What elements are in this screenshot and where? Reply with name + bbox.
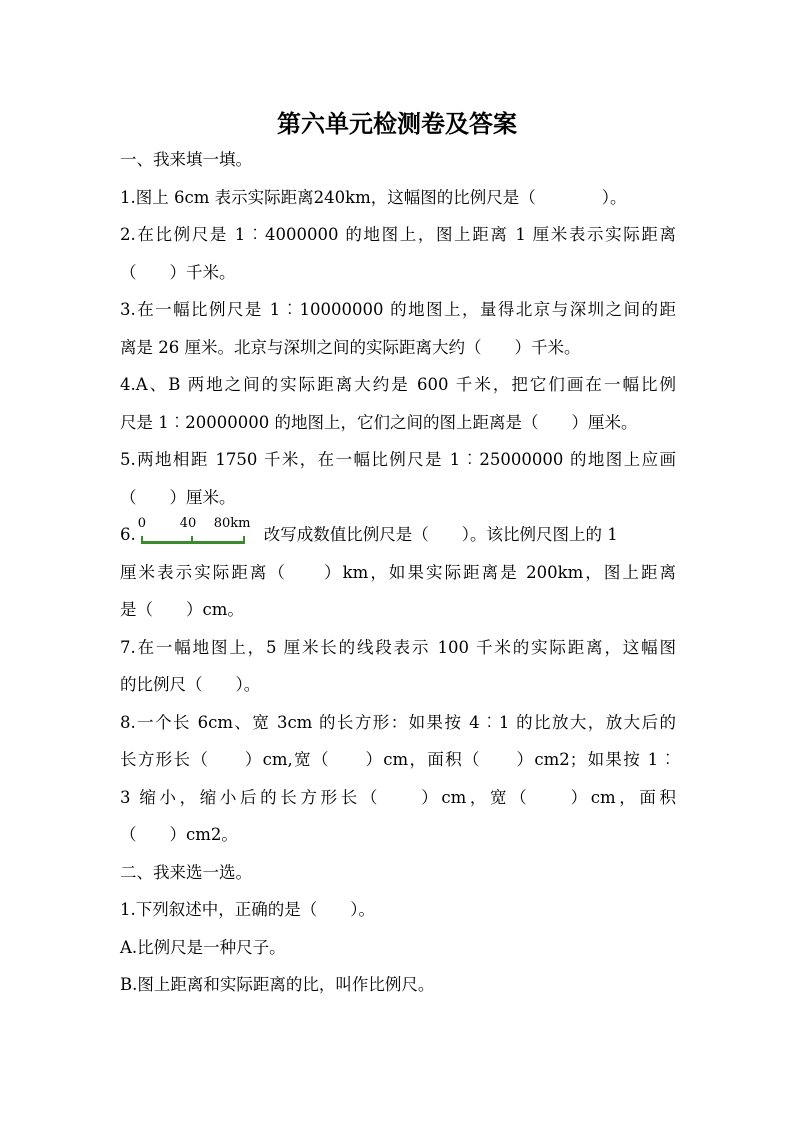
choice-question-1: 1.下列叙述中，正确的是（ ）。 [120, 900, 375, 919]
question-4-line-2: 尺是 1︰20000000 的地图上，它们之间的图上距离是（ ）厘米。 [120, 413, 638, 432]
question-6-number: 6. [120, 525, 136, 544]
question-3-line-2: 离是 26 厘米。北京与深圳之间的实际距离大约（ ）千米。 [120, 338, 581, 357]
scale-label-0: 0 [137, 516, 147, 531]
question-2-line-2: （ ）千米。 [120, 263, 236, 282]
question-8-line-4: （ ）cm2。 [120, 825, 238, 844]
question-6-line-2: 厘米表示实际距离（ ）km，如果实际距离是 200km，图上距离 [120, 563, 676, 582]
question-6-line-3: 是（ ）cm。 [120, 600, 244, 619]
choice-option-b: B.图上距离和实际距离的比，叫作比例尺。 [120, 975, 435, 994]
choice-option-a: A.比例尺是一种尺子。 [120, 938, 286, 957]
question-5-line-2: （ ）厘米。 [120, 488, 236, 507]
scale-bar-line [141, 541, 245, 544]
question-4-line-1: 4.A、B 两地之间的实际距离大约是 600 千米，把它们画在一幅比例 [120, 375, 676, 394]
question-3-line-1: 3.在一幅比例尺是 1︰10000000 的地图上，量得北京与深圳之间的距 [120, 300, 676, 319]
scale-tick-80 [243, 536, 245, 544]
question-2-line-1: 2.在比例尺是 1︰4000000 的地图上，图上距离 1 厘米表示实际距离 [120, 225, 676, 244]
section-heading-fill: 一、我来填一填。 [120, 150, 252, 169]
question-5-line-1: 5.两地相距 1750 千米，在一幅比例尺是 1︰25000000 的地图上应画 [120, 450, 676, 469]
question-7-line-2: 的比例尺（ ）。 [120, 675, 261, 694]
question-7-line-1: 7.在一幅地图上，5 厘米长的线段表示 100 千米的实际距离，这幅图 [120, 638, 676, 657]
question-8-line-1: 8.一个长 6cm、宽 3cm 的长方形：如果按 4︰1 的比放大，放大后的 [120, 713, 676, 732]
scale-tick-0 [141, 536, 143, 544]
question-1: 1.图上 6cm 表示实际距离240km，这幅图的比例尺是（ ）。 [120, 188, 627, 207]
question-8-line-2: 长方形长（ ）cm,宽（ ）cm，面积（ ）cm2；如果按 1︰ [120, 750, 676, 769]
section-heading-choice: 二、我来选一选。 [120, 863, 252, 882]
question-6-line-1 [120, 516, 676, 547]
scale-label-40: 40 [179, 516, 197, 531]
question-6-text: 改写成数值比例尺是（ ）。该比例尺图上的 1 [263, 525, 618, 544]
scale-tick-40 [191, 536, 193, 544]
scale-label-80km: 80km [213, 516, 251, 531]
question-8-line-3: 3 缩小，缩小后的长方形长（ ）cm，宽（ ）cm，面积 [120, 788, 676, 807]
page-title: 第六单元检测卷及答案 [277, 110, 517, 138]
line-scale-bar [137, 516, 251, 547]
